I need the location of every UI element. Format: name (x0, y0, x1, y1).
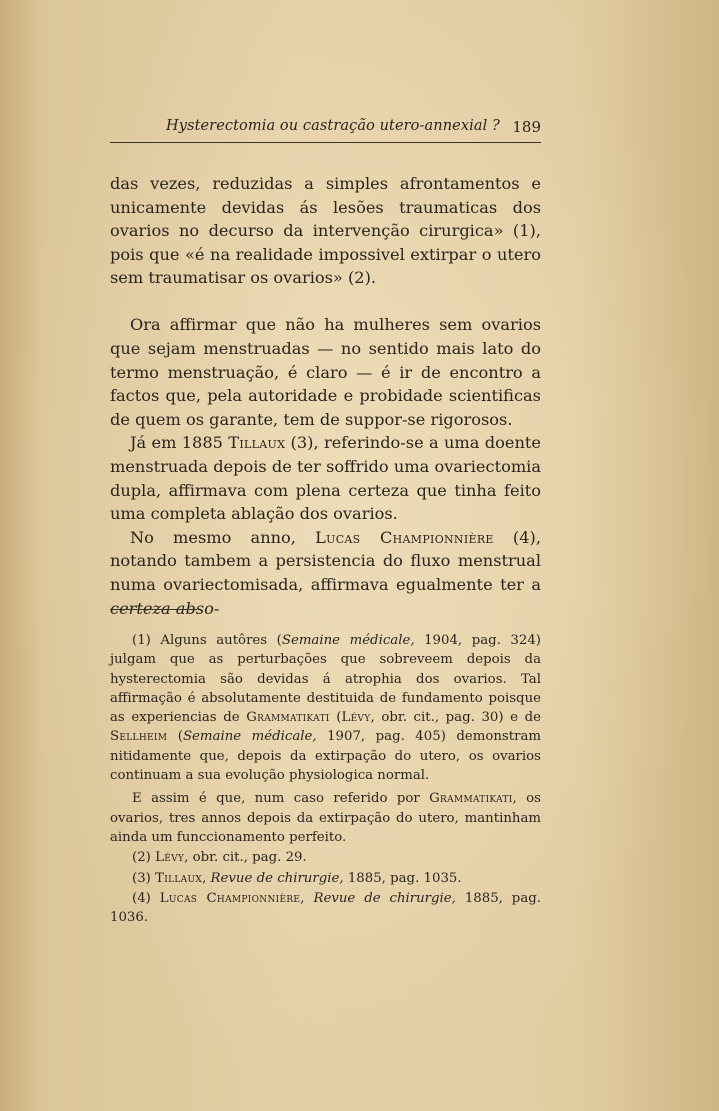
author-name-tillaux: Tillaux (228, 433, 286, 453)
footnotes (110, 631, 541, 927)
footnote-4-comma: , (300, 890, 305, 906)
paragraph-3-start: Já em 1885 (130, 433, 223, 453)
main-text (110, 172, 541, 620)
footnote-1-text-d: , obr. cit., pag. 30) e de (370, 710, 542, 726)
footnote-1 (110, 631, 541, 785)
footnote-2-number: (2) (132, 850, 151, 866)
footnote-1-cont-text: E assim é que, num caso referido por (132, 791, 420, 807)
running-header (110, 118, 541, 144)
footnote-4 (110, 889, 541, 928)
author-name-grammatikati: Grammatikati (246, 710, 330, 726)
footnote-1-text: (1) Alguns autôres ( (132, 633, 282, 648)
paragraph-1: das vezes, reduzidas a simples afrontamentos e unicamente devidas ás lesões traumaticas dos ovarios no decurso da intervenção cirurgica» (1), pois que «é na realidade impossivel extirpar o utero sem traumatisar os ovarios» (2). (110, 174, 541, 288)
footnote-3-comma: , (202, 870, 207, 886)
author-name-levy: Lévy (341, 710, 371, 726)
author-name-championniere: Lucas Championnière (315, 527, 494, 547)
footnote-1-text-f: 1907, pag. 405) demonstram nitidamente que, depois da extirpação do utero, os ovarios continuam a sua evolução physiologica normal. (110, 729, 541, 784)
paragraph-4-rest: (4), notando tambem a persistencia do fluxo menstrual numa ovariectomisada, affirmava egualmente ter a (110, 527, 541, 594)
footnote-1-paren-2: ( (177, 729, 183, 745)
running-title: Hysterectomia ou castração utero-annexial ? (166, 118, 500, 134)
footnote-1-paren: ( (336, 710, 342, 726)
footnote-1-journal: Semaine médicale, (281, 633, 415, 648)
author-name-grammatikati-2: Grammatikati (429, 791, 513, 807)
footnote-3-journal: Revue de chirurgie, (210, 870, 344, 886)
footnote-1-continuation (110, 789, 541, 847)
footnote-1-journal-2: Semaine médicale, (182, 729, 317, 745)
author-name-sellheim: Sellheim (110, 729, 168, 745)
footnote-4-journal: Revue de chirurgie, (313, 890, 456, 906)
footnote-4-number: (4) (132, 890, 151, 906)
paragraph-4 (110, 526, 541, 620)
footnote-3-number: (3) (132, 870, 151, 886)
paragraph-3-rest: (3), referindo-se a uma doente menstruada depois de ter soffrido uma ovariectomia dupla, affirmava com plena certeza que tinha feito uma completa ablação dos ovarios. (110, 433, 541, 524)
footnote-1-text-b: 1904, pag. 324) julgam que as perturbações que sobreveem depois da hysterectomia são devidas á atrophia dos ovarios. Tal affirmação é absolutamente destituida de fundamento poisque as experiencias de (110, 633, 541, 726)
paragraph-4-start: No mesmo anno, (130, 527, 296, 547)
footnote-2-text: , obr. cit., pag. 29. (184, 850, 307, 866)
footnote-4-author: Lucas Championnière (159, 890, 301, 906)
footnote-3-author: Tillaux (155, 870, 203, 886)
paragraph-2: Ora affirmar que não ha mulheres sem ovarios que sejam menstruadas — no sentido mais lato do termo menstruação, é claro — é ir de encontro a factos que, pela autoridade e probidade scientificas de quem os garante, tem de suppor-se rigorosos. (110, 315, 541, 429)
page-number: 189 (512, 118, 541, 136)
footnote-3 (110, 869, 541, 888)
paragraph-4-italic: certeza abso- (110, 598, 220, 618)
footnote-2 (110, 848, 541, 867)
footnote-2-author: Lévy (155, 850, 185, 866)
footnote-1-cont-text-b: , os ovarios, tres annos depois da extirpação do utero, mantinham ainda um funccionamento perfeito. (110, 791, 541, 845)
footnote-3-text: 1885, pag. 1035. (347, 870, 462, 886)
footnote-rule (110, 609, 197, 610)
footnote-4-text: 1885, pag. 1036. (110, 890, 541, 926)
header-rule (110, 142, 541, 143)
paragraph-3 (110, 431, 541, 525)
